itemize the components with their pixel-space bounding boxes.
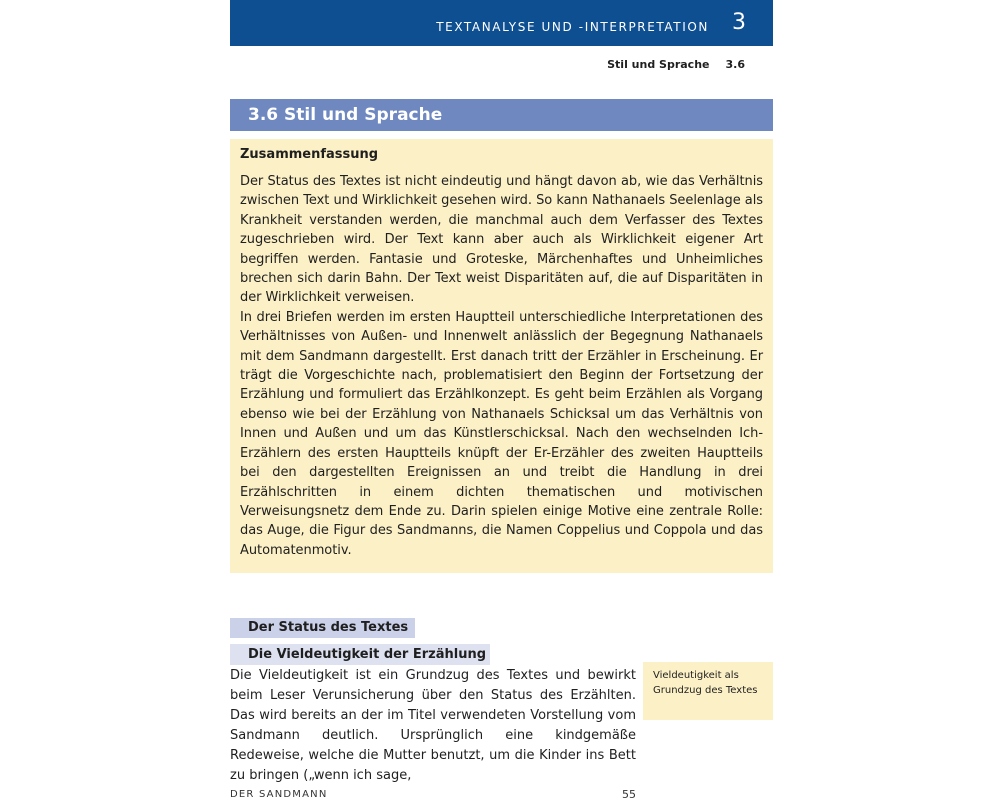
chapter-number: 3 — [732, 10, 746, 35]
section-title-bar — [230, 99, 773, 131]
running-head — [607, 58, 745, 71]
summary-heading: Zusammenfassung — [240, 147, 379, 162]
section-title: 3.6 Stil und Sprache — [248, 105, 443, 125]
running-head-title: Stil und Sprache — [607, 58, 710, 71]
chapter-header-band — [230, 0, 773, 46]
margin-note: Vieldeutigkeit als Grundzug des Textes — [643, 662, 773, 720]
footer-page-number: 55 — [622, 788, 636, 801]
subheading-status: Der Status des Textes — [230, 618, 415, 638]
footer-book-title: DER SANDMANN — [230, 789, 328, 800]
summary-box — [230, 139, 773, 573]
subheading-vieldeutigkeit: Die Vieldeutigkeit der Erzählung — [230, 644, 490, 665]
body-paragraph: Die Vieldeutigkeit ist ein Grundzug des Textes und bewirkt beim Leser Verunsicherung über den Status des Erzählten. Das wird bereits an der im Titel verwendeten Vorstellung vom Sandmann deutlich. Ursprünglich eine kindgemäße Redeweise, welche die Mutter benutzt, um die Kinder ins Bett zu bringen („wenn ich sage, — [230, 668, 636, 783]
chapter-title: TEXTANALYSE UND -INTERPRETATION — [436, 20, 709, 34]
running-head-number: 3.6 — [725, 58, 745, 71]
summary-text: Der Status des Textes ist nicht eindeutig und hängt davon ab, wie das Verhältnis zwischen Text und Wirklichkeit gesehen wird. So kann Nathanaels Seelenlage als Krankheit verstanden werden, die manchmal auch dem Verfasser des Textes zugeschrieben wird. Der Text kann aber auch als Wirklichkeit eigener Art begriffen werden. Fantasie und Groteske, Märchenhaftes und Unheimliches brechen sich darin Bahn. Der Text weist Disparitäten auf, die auf Disparitäten in der Wirklichkeit verweisen. In drei Briefen werden im ersten Hauptteil unterschiedliche Interpretationen des Verhältnisses von Außen- und Innenwelt anlässlich der Begegnung Nathanaels mit dem Sandmann dargestellt. Erst danach tritt der Erzähler in Erscheinung. Er trägt die Vorgeschichte nach, problematisiert den Beginn der Fortsetzung der Erzählung und formuliert das Erzählkonzept. Es geht beim Erzählen als Vorgang ebenso wie bei der Erzählung von Nathanaels Schicksal um das Verhältnis von Innen und Außen und um das Künstlerschicksal. Nach den wechselnden Ich-Erzählern des ersten Hauptteils knüpft der Er-Erzähler des zweiten Hauptteils bei den dargestellten Ereignissen an und treibt die Handlung in drei Erzählschritten in einem dichten thematischen und motivischen Verweisungsnetz dem Ende zu. Darin spielen einige Motive eine zentrale Rolle: das Auge, die Figur des Sandmanns, die Namen Coppelius und Coppola und das Automatenmotiv. — [240, 174, 763, 558]
